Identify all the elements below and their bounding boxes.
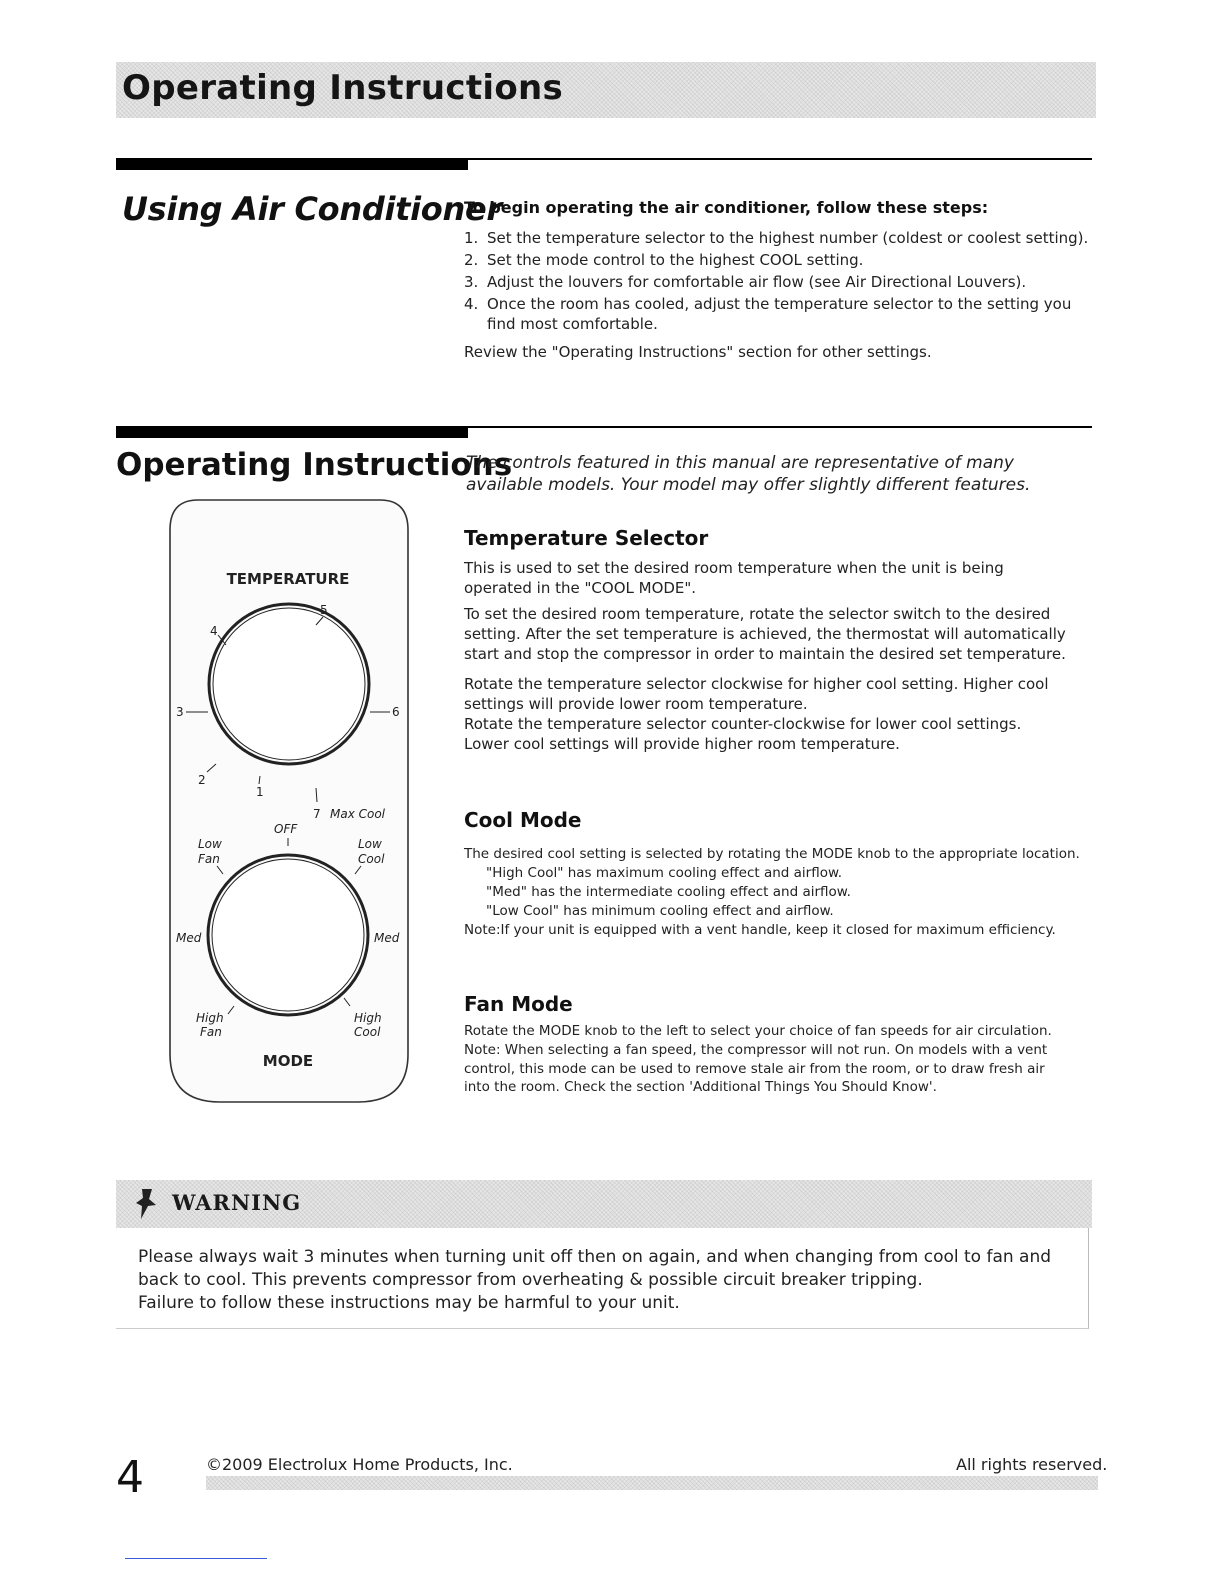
step-item — [464, 228, 1104, 248]
using-ac-steps — [464, 228, 1104, 336]
temperature-mark-3: 3 — [176, 705, 184, 719]
warning-line2: Failure to follow these instructions may be harmful to your unit. — [138, 1293, 680, 1313]
step-number: 2. — [464, 251, 479, 269]
temperature-mark-1: 1 — [256, 785, 264, 799]
temperature-selector-p2: To set the desired room temperature, rotate the selector switch to the desired setting. After the set temperature is achieved, the thermostat will automatically start and stop the compressor in order to maintain the desired set temperature. — [464, 605, 1066, 663]
step-number: 1. — [464, 229, 479, 247]
mode-high-cool-label-2: Cool — [354, 1025, 381, 1039]
warning-label: WARNING — [172, 1190, 302, 1215]
mode-off-label: OFF — [274, 822, 298, 836]
header-band — [116, 62, 1096, 118]
temperature-mark-5: 5 — [320, 603, 328, 617]
step-text: Set the mode control to the highest COOL setting. — [487, 251, 864, 269]
mode-high-fan-label-1: High — [196, 1011, 224, 1025]
mode-med-left-label: Med — [176, 931, 202, 945]
temperature-mark-max-cool: Max Cool — [330, 807, 386, 821]
fan-mode-title: Fan Mode — [464, 992, 573, 1016]
rights-text: All rights reserved. — [956, 1455, 1108, 1474]
mode-low-fan-label-2: Fan — [198, 852, 220, 866]
mode-dial-inner — [212, 859, 364, 1011]
section-rule-thick — [116, 158, 468, 170]
temperature-dial-inner — [213, 608, 365, 760]
cool-mode-title: Cool Mode — [464, 808, 582, 832]
fan-mode-line1: Rotate the MODE knob to the left to select your choice of fan speeds for air circulation. — [464, 1023, 1052, 1039]
temperature-mark-4: 4 — [210, 624, 218, 638]
operating-heading: Operating Instructions — [116, 447, 513, 483]
using-ac-review: Review the "Operating Instructions" section for other settings. — [464, 343, 932, 361]
cool-mode-line4: "Low Cool" has minimum cooling effect and airflow. — [486, 903, 834, 919]
mode-low-fan-label-1: Low — [198, 837, 222, 851]
step-item — [464, 272, 1104, 292]
mode-high-cool-label-1: High — [354, 1011, 382, 1025]
mode-label: MODE — [262, 1052, 314, 1070]
cool-mode-line2: "High Cool" has maximum cooling effect and airflow. — [486, 865, 843, 881]
temperature-mark-2: 2 — [198, 773, 206, 787]
page-number: 4 — [116, 1452, 144, 1503]
temperature-selector-p3a: Rotate the temperature selector clockwise for higher cool setting. Higher cool settings will provide lower room temperature. — [464, 675, 1049, 713]
temperature-selector-title: Temperature Selector — [464, 526, 709, 550]
using-ac-heading: Using Air Conditioner — [122, 190, 502, 228]
warning-band — [116, 1180, 1092, 1228]
warning-line1: Please always wait 3 minutes when turning unit off then on again, and when changing from cool to fan and back to cool. This prevents compressor from overheating & possible circuit breaker tripping. — [138, 1247, 1052, 1290]
copyright-text: ©2009 Electrolux Home Products, Inc. — [206, 1455, 513, 1474]
control-panel-illustration — [168, 498, 410, 1104]
step-text: Set the temperature selector to the highest number (coldest or coolest setting). — [487, 229, 1089, 247]
temperature-selector-p1: This is used to set the desired room temperature when the unit is being operated in the "COOL MODE". — [464, 559, 1004, 597]
mode-med-right-label: Med — [374, 931, 400, 945]
section-rule-thin — [468, 426, 1092, 428]
mode-low-cool-label-2: Cool — [358, 852, 385, 866]
step-number: 4. — [464, 295, 479, 313]
mode-high-fan-label-2: Fan — [200, 1025, 222, 1039]
temperature-mark-7: 7 — [313, 807, 321, 821]
step-item — [464, 294, 1104, 334]
footer-band — [206, 1476, 1098, 1490]
cool-mode-line3: "Med" has the intermediate cooling effect and airflow. — [486, 884, 851, 900]
cool-mode-note: Note:If your unit is equipped with a vent handle, keep it closed for maximum efficiency. — [464, 922, 1056, 938]
temperature-mark-6: 6 — [392, 705, 400, 719]
step-text: Once the room has cooled, adjust the temperature selector to the setting you find most comfortable. — [487, 295, 1072, 333]
bottom-link-line — [125, 1558, 267, 1559]
operating-note: The controls featured in this manual are representative of many available models. Your model may offer slightly different features. — [466, 453, 1031, 495]
section-rule-thick — [116, 426, 468, 438]
step-item — [464, 250, 1104, 270]
cool-mode-line1: The desired cool setting is selected by rotating the MODE knob to the appropriate location. — [464, 846, 1080, 862]
step-text: Adjust the louvers for comfortable air flow (see Air Directional Louvers). — [487, 273, 1027, 291]
step-number: 3. — [464, 273, 479, 291]
using-ac-intro: To begin operating the air conditioner, follow these steps: — [464, 198, 989, 217]
temperature-label: TEMPERATURE — [226, 570, 350, 588]
pushpin-icon — [132, 1187, 162, 1221]
fan-mode-line2: Note: When selecting a fan speed, the compressor will not run. On models with a vent control, this mode can be used to remove stale air from the room, or to draw fresh air into the room. Check the section 'Additional Things You Should Know'. — [464, 1042, 1048, 1095]
mode-low-cool-label-1: Low — [358, 837, 382, 851]
page-header-title: Operating Instructions — [122, 68, 564, 108]
section-rule-thin — [468, 158, 1092, 160]
temperature-selector-p3b: Rotate the temperature selector counter-clockwise for lower cool settings. Lower cool settings will provide higher room temperature. — [464, 715, 1022, 753]
warning-text — [138, 1246, 1090, 1315]
